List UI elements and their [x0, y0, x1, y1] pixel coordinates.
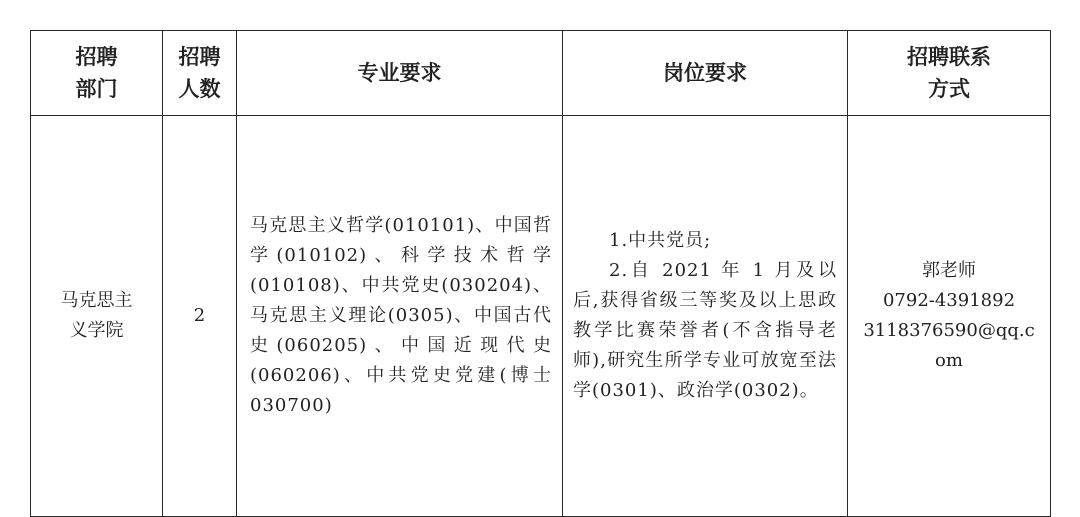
contact-name: 郭老师: [922, 260, 976, 281]
cell-dept: [31, 116, 163, 517]
header-dept: [31, 31, 163, 116]
recruitment-table: [30, 30, 1051, 517]
contact-email-line1: 3118376590@qq.c: [863, 320, 1035, 341]
cell-contact: [848, 116, 1051, 517]
cell-post: [563, 116, 848, 517]
cell-major: 马克思主义哲学(010101)、中国哲学(010102)、科学技术哲学(010108)、中共党史(030204)、马克思主义理论(0305)、中国古代史(060205)、中国近现代史(060206)、中共党史党建(博士030700): [237, 116, 563, 517]
dept-line2: 义学院: [69, 320, 124, 341]
header-dept-line1: 招聘: [75, 44, 118, 69]
header-count-line1: 招聘: [178, 44, 221, 69]
header-count: [163, 31, 237, 116]
header-contact-line1: 招聘联系: [907, 44, 991, 69]
header-contact-line2: 方式: [928, 76, 970, 101]
post-item-2: 2.自 2021 年 1 月及以后,获得省级三等奖及以上思政教学比赛荣誉者(不含指导老师),研究生所学专业可放宽至法学(0301)、政治学(0302)。: [573, 260, 837, 401]
header-post: 岗位要求: [563, 31, 848, 116]
header-dept-line2: 部门: [75, 76, 118, 101]
header-count-line2: 人数: [178, 76, 221, 101]
header-contact: [848, 31, 1051, 116]
contact-phone: 0792-4391892: [882, 290, 1016, 311]
table-row: [31, 116, 1051, 517]
contact-email-line2: om: [935, 350, 963, 371]
post-item-1: 1.中共党员;: [609, 230, 712, 251]
cell-count: 2: [163, 116, 237, 517]
header-major: 专业要求: [237, 31, 563, 116]
header-row: [31, 31, 1051, 116]
dept-line1: 马克思主: [60, 290, 133, 311]
